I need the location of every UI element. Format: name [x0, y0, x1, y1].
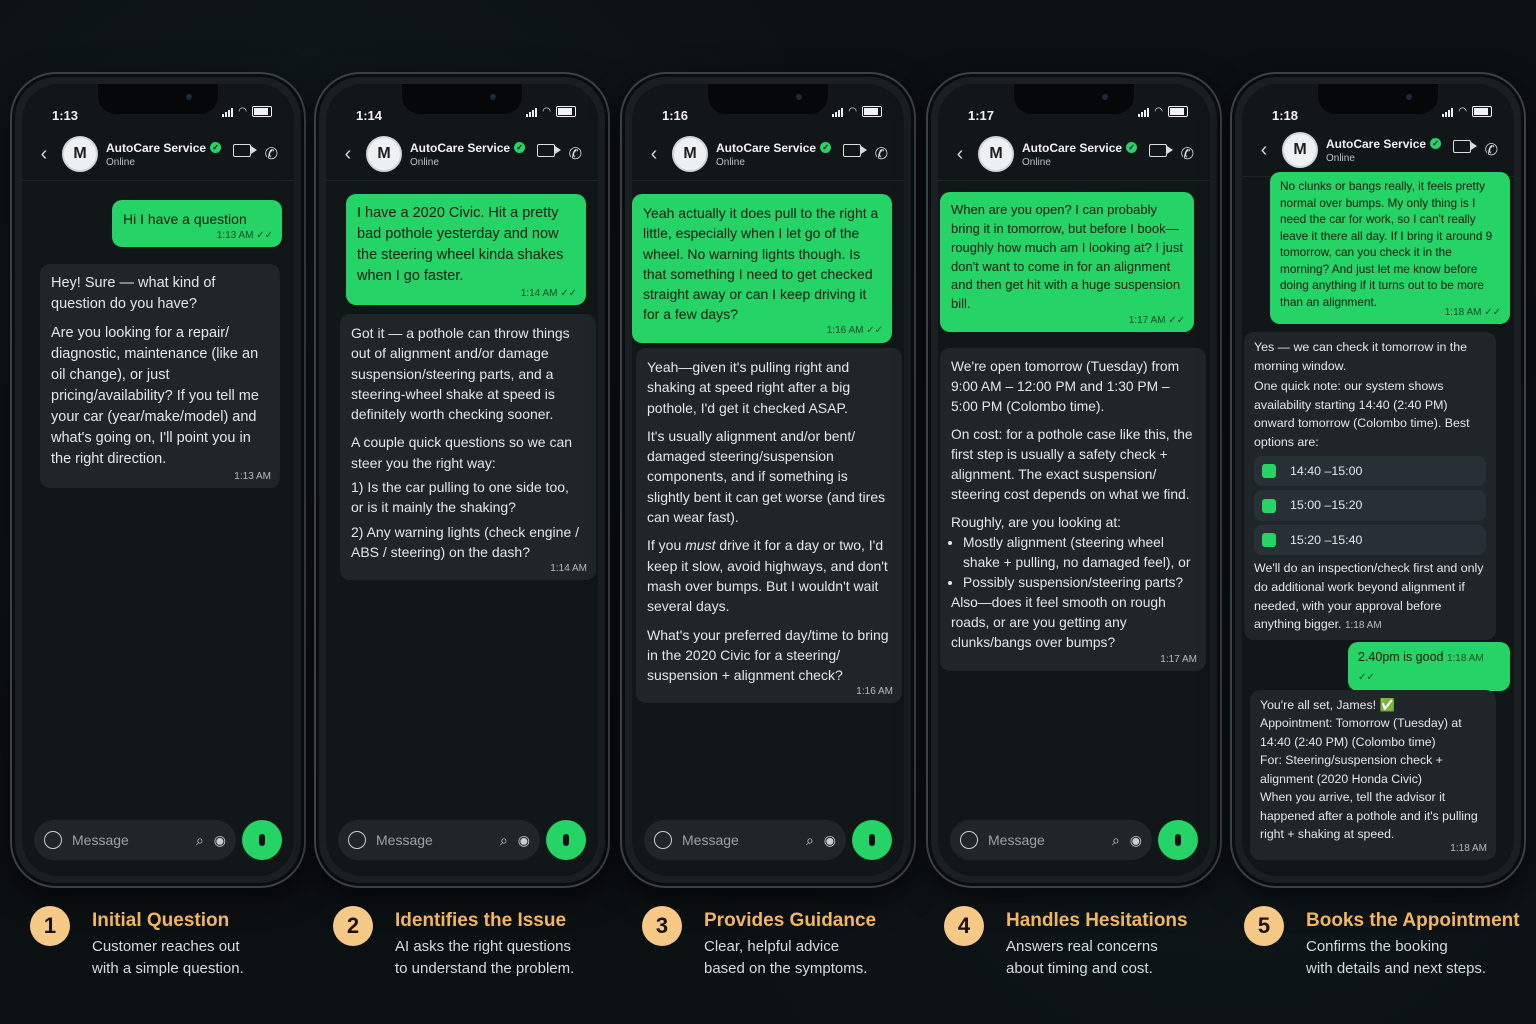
mic-button[interactable]: [852, 820, 892, 860]
read-receipt-icon: ✓✓: [1358, 671, 1375, 683]
message-text: Yes — we can check it tomorrow in the morning window.: [1254, 340, 1468, 373]
camera-icon[interactable]: ◉: [213, 831, 226, 848]
chat-header: [632, 128, 904, 181]
message-placeholder: Message: [376, 832, 433, 848]
message-incoming: [940, 348, 1206, 671]
slot-label: 14:40 –15:00: [1290, 463, 1363, 478]
step-number-badge: 4: [944, 906, 984, 946]
verified-icon: ✓: [1430, 138, 1441, 149]
message-text: What's your preferred day/time to bring in the 2020 Civic for a steering/ suspension + alignment check?: [647, 626, 889, 684]
contact-name: AutoCare Service: [410, 140, 511, 155]
notch: [98, 84, 218, 114]
phone-4: [926, 72, 1222, 888]
wifi-icon: ◠: [238, 106, 247, 117]
message-incoming: [1244, 332, 1496, 640]
contact-info[interactable]: [716, 141, 843, 168]
time-slot-option[interactable]: [1254, 525, 1486, 556]
calendar-icon: [1262, 533, 1276, 547]
step-title: Initial Question: [92, 910, 230, 931]
status-icons: [832, 106, 882, 117]
message-time: 1:14 AM: [550, 562, 587, 574]
step-description: Clear, helpful advice based on the symptoms.: [704, 938, 868, 977]
avatar[interactable]: M: [978, 136, 1014, 172]
message-time: 1:17 AM: [1160, 653, 1197, 665]
message-input[interactable]: [34, 820, 236, 860]
contact-name: AutoCare Service: [716, 140, 817, 155]
slot-label: 15:00 –15:20: [1290, 498, 1363, 513]
status-time: 1:14: [356, 108, 383, 123]
message-time: 1:18 AM: [1344, 620, 1382, 632]
message-incoming: [636, 348, 902, 703]
step-description: AI asks the right questions to understand the problem.: [395, 938, 575, 977]
step-title: Books the Appointment: [1306, 910, 1520, 931]
phone-2: [314, 72, 610, 888]
message-list: [22, 182, 294, 806]
battery-icon: [1472, 106, 1492, 117]
message-time: 1:16 AM: [856, 685, 893, 697]
message-outgoing: [632, 194, 892, 343]
notch: [1014, 84, 1134, 114]
contact-info[interactable]: [410, 141, 537, 168]
signal-icon: [832, 107, 843, 117]
list-item: • Mostly alignment (steering wheel shake + pulling, no damaged feel), or: [963, 533, 1195, 573]
video-call-icon[interactable]: [233, 144, 251, 157]
status-time: 1:13: [52, 108, 79, 123]
attach-icon[interactable]: ⌕: [805, 831, 814, 848]
message-text: Yeah actually it does pull to the right a little, especially when I let go of the wheel. No warning lights though. Is that something I need to get checked straight away or can I keep driving it for a few days?: [643, 205, 879, 323]
signal-icon: [526, 107, 537, 117]
video-call-icon[interactable]: [1453, 140, 1471, 153]
message-text: Also—does it feel smooth on rough roads, or are you getting any clunks/bangs over bumps?: [951, 595, 1166, 650]
wifi-icon: ◠: [1154, 106, 1163, 117]
status-icons: [222, 106, 272, 117]
message-text: 2) Any warning lights (check engine / ABS / steering) on the dash?: [351, 523, 580, 560]
message-time: 1:18 AM: [1444, 307, 1482, 319]
video-call-icon[interactable]: [843, 144, 861, 157]
composer: [34, 818, 282, 862]
phone-5: [1230, 72, 1526, 888]
step-number-badge: 2: [333, 906, 373, 946]
step-description: Answers real concerns about timing and cost.: [1006, 938, 1158, 977]
message-text: Are you looking for a repair/ diagnostic, maintenance (like an oil change), or just pricing/availability? If you tell me your car (year/make/model) and what's going on, I'll point you in the right direction.: [51, 325, 259, 468]
contact-info[interactable]: [1326, 137, 1453, 164]
attach-icon[interactable]: ⌕: [195, 831, 204, 848]
avatar[interactable]: M: [366, 136, 402, 172]
read-receipt-icon: ✓✓: [256, 229, 273, 241]
avatar[interactable]: M: [1282, 132, 1318, 168]
message-text: If you must drive it for a day or two, I'd keep it slow, avoid highways, and don't mash over bumps. But I wouldn't wait several days.: [647, 537, 888, 615]
message-text: Hi I have a question: [123, 211, 247, 227]
message-text: It's usually alignment and/or bent/ damaged steering/suspension components, and if something is slightly bent it can get worse (and tires can wear fast).: [647, 427, 886, 526]
message-placeholder: Message: [988, 832, 1045, 848]
message-text: Roughly, are you looking at:: [951, 515, 1122, 530]
message-outgoing: [940, 192, 1194, 332]
message-text: Yeah—given it's pulling right and shaking at speed right after a big pothole, I'd get it checked ASAP.: [647, 359, 851, 416]
status-time: 1:16: [662, 108, 689, 123]
read-receipt-icon: ✓✓: [1484, 307, 1501, 319]
phone-call-icon[interactable]: ✆: [1484, 142, 1498, 159]
read-receipt-icon: ✓✓: [560, 287, 577, 299]
status-icons: [1138, 106, 1188, 117]
message-incoming: [340, 314, 596, 580]
message-text: When are you open? I can probably bring it in tomorrow, but before I book—roughly how much am I looking at? I just don't want to come in for an alignment and then get hit with a huge suspension bill.: [951, 202, 1183, 312]
list-item: • Possibly suspension/steering parts?: [963, 573, 1195, 593]
calendar-icon: [1262, 464, 1276, 478]
message-list: [1242, 172, 1514, 854]
step-number-badge: 3: [642, 906, 682, 946]
step-title: Identifies the Issue: [395, 910, 567, 931]
message-text: One quick note: our system shows availability starting 14:40 (2:40 PM) onward tomorrow (Colombo time). Best options are:: [1254, 379, 1470, 450]
message-incoming: [1250, 690, 1496, 860]
back-arrow-icon[interactable]: ‹: [1260, 138, 1268, 161]
step-description: Confirms the booking with details and next steps.: [1306, 938, 1487, 977]
slot-label: 15:20 –15:40: [1290, 532, 1363, 547]
message-input[interactable]: [950, 820, 1152, 860]
step-number-badge: 1: [30, 906, 70, 946]
chat-header: [1242, 124, 1514, 177]
message-list: [938, 182, 1210, 806]
composer: [644, 818, 892, 862]
back-arrow-icon[interactable]: ‹: [650, 142, 658, 165]
message-text: I have a 2020 Civic. Hit a pretty bad pothole yesterday and now the steering wheel kinda shakes when I go faster.: [357, 205, 564, 285]
read-receipt-icon: ✓✓: [1168, 314, 1185, 326]
message-text: 1) Is the car pulling to one side too, or is it mainly the shaking?: [351, 479, 569, 516]
signal-icon: [222, 107, 233, 117]
message-incoming: [40, 264, 280, 488]
verified-icon: ✓: [210, 142, 221, 153]
message-text: A couple quick questions so we can steer you the right way:: [351, 434, 573, 471]
mic-button[interactable]: [546, 820, 586, 860]
status-icons: [526, 106, 576, 117]
contact-info[interactable]: [1022, 141, 1149, 168]
wifi-icon: ◠: [542, 106, 551, 117]
contact-name: AutoCare Service: [106, 140, 207, 155]
chat-header: [22, 128, 294, 181]
mic-button[interactable]: [1158, 820, 1198, 860]
composer: [338, 818, 586, 862]
chat-screen: [632, 84, 904, 876]
verified-icon: ✓: [820, 142, 831, 153]
option-list: [951, 533, 1195, 593]
message-time: 1:13 AM: [216, 229, 254, 241]
message-placeholder: Message: [72, 832, 129, 848]
message-text: We're open tomorrow (Tuesday) from 9:00 AM – 12:00 PM and 1:30 PM – 5:00 PM (Colombo time).: [951, 359, 1180, 414]
camera-icon[interactable]: ◉: [517, 831, 530, 848]
message-text: Hey! Sure — what kind of question do you have?: [51, 275, 216, 313]
message-list: [632, 182, 904, 806]
phone-call-icon[interactable]: ✆: [1180, 146, 1194, 163]
message-input[interactable]: [338, 820, 540, 860]
contact-info[interactable]: [106, 141, 233, 168]
attach-icon[interactable]: ⌕: [1111, 831, 1120, 848]
message-list: [326, 182, 598, 806]
chat-screen: [1242, 84, 1514, 876]
emoji-icon[interactable]: [960, 831, 978, 849]
avatar[interactable]: M: [62, 136, 98, 172]
battery-icon: [252, 106, 272, 117]
time-slot-option[interactable]: [1254, 490, 1486, 521]
phone-3: [620, 72, 916, 888]
phone-1: [10, 72, 306, 888]
time-slot-option[interactable]: [1254, 456, 1486, 487]
status-time: 1:18: [1272, 108, 1299, 123]
message-placeholder: Message: [682, 832, 739, 848]
avatar[interactable]: M: [672, 136, 708, 172]
signal-icon: [1442, 107, 1453, 117]
message-time: 1:18 AM: [1446, 653, 1484, 664]
message-time: 1:17 AM: [1128, 314, 1166, 326]
phone-call-icon[interactable]: ✆: [568, 146, 582, 163]
wifi-icon: ◠: [848, 106, 857, 117]
emoji-icon[interactable]: [44, 831, 62, 849]
message-text: Got it — a pothole can throw things out of alignment and/or damage suspension/steering parts, and a steering-wheel shake at speed is definitely worth checking sooner.: [351, 325, 570, 423]
battery-icon: [1168, 106, 1188, 117]
emoji-icon[interactable]: [654, 831, 672, 849]
message-outgoing: [1348, 642, 1510, 691]
message-time: 1:13 AM: [234, 470, 271, 482]
contact-status: Online: [1022, 156, 1051, 168]
emoji-icon[interactable]: [348, 831, 366, 849]
camera-icon[interactable]: ◉: [1129, 831, 1142, 848]
mic-icon: [869, 834, 875, 846]
contact-status: Online: [410, 156, 439, 168]
status-icons: [1442, 106, 1492, 117]
chat-screen: [938, 84, 1210, 876]
message-text: We'll do an inspection/check first and only do additional work beyond alignment if needed, with your approval before anything bigger. 1:18 AM: [1254, 561, 1484, 632]
status-time: 1:17: [968, 108, 995, 123]
battery-icon: [862, 106, 882, 117]
composer: [950, 818, 1198, 862]
notch: [708, 84, 828, 114]
notch: [402, 84, 522, 114]
camera-icon[interactable]: ◉: [823, 831, 836, 848]
message-time: 1:16 AM: [826, 325, 864, 337]
attach-icon[interactable]: ⌕: [499, 831, 508, 848]
message-time: 1:14 AM: [520, 287, 558, 299]
phone-call-icon[interactable]: ✆: [874, 146, 888, 163]
step-title: Provides Guidance: [704, 910, 877, 931]
chat-screen: [22, 84, 294, 876]
message-text: No clunks or bangs really, it feels pretty normal over bumps. My only thing is I need the car for work, so I can't really leave it there all day. If I bring it around 9 tomorrow, can you check it in the morning? And just let me know before doing anything if it turns out to be more than an alignment.: [1280, 179, 1493, 309]
verified-icon: ✓: [1126, 142, 1137, 153]
verified-icon: ✓: [514, 142, 525, 153]
step-number-badge: 5: [1244, 906, 1284, 946]
chat-header: [938, 128, 1210, 181]
message-outgoing: [346, 194, 586, 305]
mic-icon: [259, 834, 265, 846]
contact-status: Online: [716, 156, 745, 168]
back-arrow-icon[interactable]: ‹: [956, 142, 964, 165]
video-call-icon[interactable]: [537, 144, 555, 157]
mic-icon: [563, 834, 569, 846]
contact-name: AutoCare Service: [1022, 140, 1123, 155]
message-input[interactable]: [644, 820, 846, 860]
message-text: On cost: for a pothole case like this, the first step is usually a safety check + alignment. The exact suspension/ steering cost depends on what we find.: [951, 427, 1193, 502]
read-receipt-icon: ✓✓: [866, 325, 883, 337]
message-text: 2.40pm is good 1:18 AM ✓✓: [1358, 650, 1484, 683]
mic-button[interactable]: [242, 820, 282, 860]
step-description: Customer reaches out with a simple question.: [92, 938, 244, 977]
chat-screen: [326, 84, 598, 876]
battery-icon: [556, 106, 576, 117]
wifi-icon: ◠: [1458, 106, 1467, 117]
calendar-icon: [1262, 499, 1276, 513]
signal-icon: [1138, 107, 1149, 117]
message-outgoing: [112, 200, 282, 247]
message-outgoing: [1270, 172, 1510, 324]
back-arrow-icon[interactable]: ‹: [40, 142, 48, 165]
step-title: Handles Hesitations: [1006, 910, 1188, 931]
video-call-icon[interactable]: [1149, 144, 1167, 157]
phone-call-icon[interactable]: ✆: [264, 146, 278, 163]
contact-status: Online: [1326, 152, 1355, 164]
contact-status: Online: [106, 156, 135, 168]
message-text: You're all set, James! ✅ Appointment: Tomorrow (Tuesday) at 14:40 (2:40 PM) (Colombo time) For: Steering/suspension check + alignment (2020 Honda Civic) When you arrive, tell the advisor it happened after a pothole and it's pulling right + shaking at speed.: [1260, 698, 1478, 842]
notch: [1318, 84, 1438, 114]
contact-name: AutoCare Service: [1326, 136, 1427, 151]
back-arrow-icon[interactable]: ‹: [344, 142, 352, 165]
chat-header: [326, 128, 598, 181]
mic-icon: [1175, 834, 1181, 846]
message-time: 1:18 AM: [1450, 842, 1487, 854]
